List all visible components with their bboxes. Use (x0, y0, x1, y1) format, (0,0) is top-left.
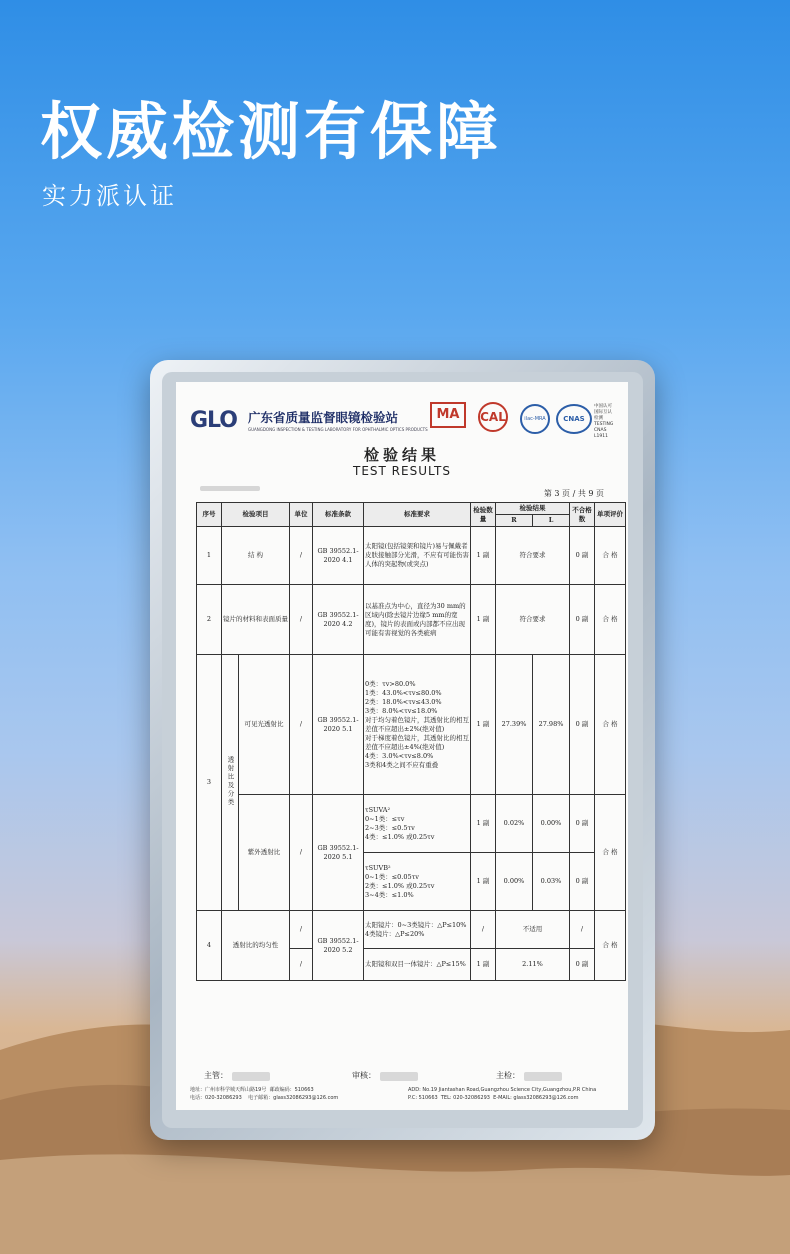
header-l: L (533, 515, 570, 527)
header-result: 检验结果 (496, 503, 570, 515)
cell: 27.98% (533, 655, 570, 795)
cell: 可见光透射比 (239, 655, 290, 795)
footer-phone: 电话：020-32086293 (190, 1095, 242, 1101)
footer-postcode-en: P.C: 510663 (408, 1095, 438, 1101)
signature-review (352, 1070, 418, 1081)
signature-mark (232, 1072, 270, 1081)
footer-phone-en: TEL: 020-32086293 (440, 1095, 490, 1101)
signature-label: 主管： (204, 1071, 228, 1080)
cma-mark-icon: MA (430, 402, 466, 428)
cell: 不适用 (496, 911, 570, 949)
cell (222, 655, 239, 911)
header-clause: 标准条款 (313, 503, 364, 527)
report-number-redacted (200, 486, 260, 491)
cell: 1 (197, 527, 222, 585)
table-row (197, 655, 626, 795)
cell: 1 副 (471, 585, 496, 655)
req-line: 对于均匀着色镜片，其透射比的相互差值不应超出±2%(绝对值) (365, 715, 469, 733)
req-line: 2类：18.0%<τv≤43.0% (365, 697, 442, 706)
group-label: 透射比及分类 (226, 755, 235, 807)
org-name-en: GUANGDONG INSPECTION & TESTING LABORATORY FOR OPHTHALMIC OPTICS PRODUCTS (248, 427, 428, 432)
glo-logo: GLO (190, 408, 237, 433)
footer-cn (190, 1086, 338, 1102)
cell: 1 副 (471, 853, 496, 911)
cell: 4 (197, 911, 222, 981)
header-requirement: 标准要求 (364, 503, 471, 527)
header-eval: 单项评价 (595, 503, 626, 527)
hero-subtitle: 实力派认证 (42, 182, 177, 210)
header-no: 序号 (197, 503, 222, 527)
cnas-caption-line: 检测 (594, 416, 603, 421)
cell: 太阳镜和双目一体镜片：△P≤15% (364, 949, 471, 981)
cell: 镜片的材料和表面质量 (222, 585, 290, 655)
cell: 1 副 (471, 655, 496, 795)
req-line: 4类：≤1.0% 或0.25τv (365, 832, 435, 841)
cell: / (290, 585, 313, 655)
footer-email-en: E-MAIL: glass32086293@126.com (493, 1095, 579, 1101)
cnas-mark-icon: CNAS (556, 404, 592, 434)
cell: 0.03% (533, 853, 570, 911)
signature-mark (380, 1072, 418, 1081)
cell: / (290, 655, 313, 795)
cell: GB 39552.1-2020 5.1 (313, 655, 364, 795)
cell: 紫外透射比 (239, 795, 290, 911)
table-row (197, 527, 626, 585)
cell: 0 副 (570, 795, 595, 853)
cell: 0 副 (570, 585, 595, 655)
cell (364, 795, 471, 853)
cell: 0 副 (570, 655, 595, 795)
cnas-caption-line: TESTING (594, 422, 614, 427)
cell: 以基准点为中心，直径为30 mm的区域内(除去镜片边缘5 mm的宽度)，镜片的表面或内部都不应出现可能有害视觉的各类疵病 (364, 585, 471, 655)
report-header (190, 402, 620, 442)
req-line: 2~3类：≤0.5τv (365, 823, 415, 832)
report-title-en: TEST RESULTS (353, 464, 451, 478)
cell: / (290, 527, 313, 585)
page-number: 第 3 页 / 共 9 页 (543, 489, 604, 498)
req-line: τSUVB² (365, 863, 391, 872)
cell: GB 39552.1-2020 5.1 (313, 795, 364, 911)
table-row (197, 795, 626, 853)
header-unit: 单位 (290, 503, 313, 527)
req-line: 1类：43.0%<τv≤80.0% (365, 688, 442, 697)
cell: 太阳镜(包括镜架和镜片)易与佩戴者皮肤接触部分光滑，不应有可能伤害人体的突起物(或突点) (364, 527, 471, 585)
signature-main (204, 1070, 270, 1081)
cell: 1 副 (471, 795, 496, 853)
footer-address-en: ADD: No.19 Jiantashan Road,Guangzhou Science City,Guangzhou,P.R China (408, 1087, 597, 1093)
cnas-caption (594, 404, 620, 440)
cell: GB 39552.1-2020 4.1 (313, 527, 364, 585)
req-line: 3类和4类之间不应有重叠 (365, 760, 439, 769)
footer-postcode: 邮政编码：510663 (269, 1087, 314, 1093)
req-line: 对于梯度着色镜片，其透射比的相互差值不应超出±4%(绝对值) (365, 733, 469, 751)
header-qty: 检验数量 (471, 503, 496, 527)
cell: / (290, 949, 313, 981)
footer-en (408, 1086, 596, 1102)
signature-label: 审核： (352, 1071, 376, 1080)
signature-inspect (496, 1070, 562, 1081)
cell: / (290, 911, 313, 949)
cell: 2 (197, 585, 222, 655)
cnas-caption-line: 国际互认 (594, 410, 612, 415)
cell: 合 格 (595, 795, 626, 911)
report-title-cn: 检验结果 (363, 446, 440, 464)
cell: 太阳镜片：0~3类镜片：△P≤10% 4类镜片：△P≤20% (364, 911, 471, 949)
req-line: τSUVA² (365, 805, 391, 814)
org-name: 广东省质量监督眼镜检验站 (248, 410, 399, 425)
results-table (196, 502, 626, 981)
header-r: R (496, 515, 533, 527)
cell: 0 副 (570, 853, 595, 911)
cell: 合 格 (595, 527, 626, 585)
table-row (197, 911, 626, 949)
hero-title: 权威检测有保障 (40, 95, 503, 168)
cell: 符合要求 (496, 585, 570, 655)
cell: / (290, 795, 313, 911)
cell: 0 副 (570, 949, 595, 981)
req-line: 3~4类：≤1.0% (365, 890, 414, 899)
header-fail: 不合格数 (570, 503, 595, 527)
cell: 0 副 (570, 527, 595, 585)
cell: 合 格 (595, 655, 626, 795)
signature-label: 主检： (496, 1071, 520, 1080)
cnas-caption-line: CNAS L1911 (594, 428, 608, 439)
footer-email: 电子邮箱：glass32086293@126.com (248, 1095, 339, 1101)
cell: 1 副 (471, 949, 496, 981)
cell: 合 格 (595, 585, 626, 655)
req-line: 0~1类：≤τv (365, 814, 405, 823)
footer-address: 地址：广州市科学城天辉山路19号 (190, 1087, 267, 1093)
cell: 符合要求 (496, 527, 570, 585)
cell: 结 构 (222, 527, 290, 585)
cell: 3 (197, 655, 222, 911)
cell: 0.00% (496, 853, 533, 911)
table-row (197, 585, 626, 655)
cell: / (471, 911, 496, 949)
certificate-frame (150, 360, 655, 1140)
cell: 0.00% (533, 795, 570, 853)
req-line: 0类：τv>80.0% (365, 679, 416, 688)
cell: GB 39552.1-2020 4.2 (313, 585, 364, 655)
cal-mark-icon: CAL (478, 402, 508, 432)
cell: 1 副 (471, 527, 496, 585)
cell: GB 39552.1-2020 5.2 (313, 911, 364, 981)
req-line: 4类：3.0%<τv≤8.0% (365, 751, 434, 760)
cell (364, 853, 471, 911)
signature-mark (524, 1072, 562, 1081)
cnas-caption-line: 中国认可 (594, 404, 612, 409)
cell: 2.11% (496, 949, 570, 981)
cell: 透射比的均匀性 (222, 911, 290, 981)
req-line: 2类：≤1.0% 或0.25τv (365, 881, 435, 890)
cell: 27.39% (496, 655, 533, 795)
test-report-sheet (176, 382, 628, 1110)
cell: / (570, 911, 595, 949)
cell (364, 655, 471, 795)
cell: 合 格 (595, 911, 626, 981)
req-line: 3类：8.0%<τv≤18.0% (365, 706, 438, 715)
req-line: 0~1类：≤0.05τv (365, 872, 419, 881)
header-item: 检验项目 (222, 503, 290, 527)
ilac-mra-icon: ilac-MRA (520, 404, 550, 434)
cell: 0.02% (496, 795, 533, 853)
